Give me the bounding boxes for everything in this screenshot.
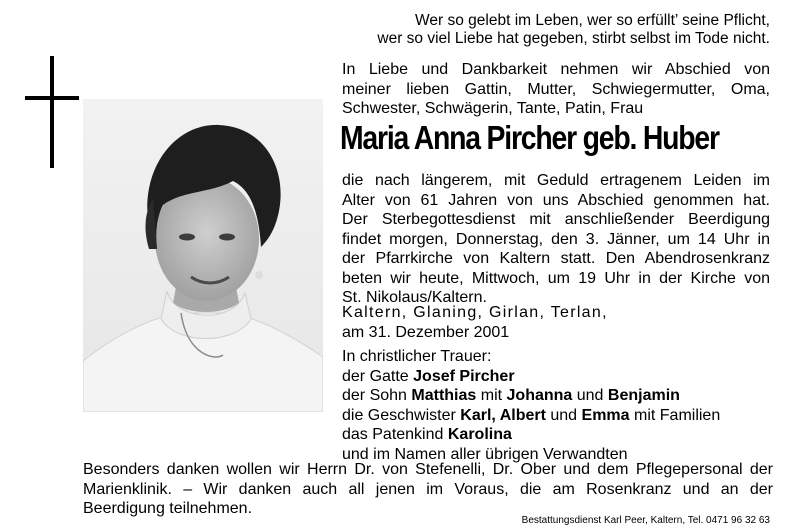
mourner-husband: der Gatte Josef Pircher — [342, 367, 515, 385]
announcement-line: der Pfarrkirche von Kaltern statt. Den Abendrosenkranz — [342, 250, 770, 267]
announcement-line: St. Nikolaus/Kaltern. — [342, 289, 487, 306]
place-towns: Kaltern, Glaning, Girlan, Terlan, — [342, 304, 608, 321]
notice-date: am 31. Dezember 2001 — [342, 323, 510, 341]
motto-verse — [360, 12, 770, 48]
mourner-godchild: das Patenkind Karolina — [342, 426, 512, 443]
announcement-line: beten wir heute, Mittwoch, um 19 Uhr in der Kirche von — [342, 269, 770, 287]
place-and-date — [342, 303, 770, 342]
thanks-line: Marienklinik. – Wir danken auch all jenen im Voraus, die am Rosenkranz und an der — [83, 480, 773, 498]
funeral-service-footer: Bestattungsdienst Karl Peer, Kaltern, Tel. 0471 96 32 63 — [521, 515, 770, 526]
portrait-photo — [83, 99, 323, 412]
intro-line: Schwester, Schwägerin, Tante, Patin, Frau — [342, 100, 644, 117]
mourner-siblings: die Geschwister Karl, Albert und Emma mit Familien — [342, 406, 721, 424]
intro-line: In Liebe und Dankbarkeit nehmen wir Abschied von — [342, 61, 770, 78]
intro-text — [342, 60, 770, 119]
mourners-heading: In christlicher Trauer: — [342, 348, 492, 365]
announcement-line: Der Sterbegottesdienst mit anschließender Beerdigung — [342, 211, 770, 228]
announcement-text — [342, 171, 770, 308]
thanks-text — [83, 460, 773, 519]
mourner-relatives: und im Namen aller übrigen Verwandten — [342, 445, 628, 463]
announcement-line: Alter von 61 Jahren von uns Abschied genommen hat. — [342, 191, 770, 209]
intro-line: meiner lieben Gattin, Mutter, Schwiegermutter, Oma, — [342, 80, 770, 98]
mourners-list — [342, 347, 770, 464]
motto-line: wer so viel Liebe hat gegeben, stirbt selbst im Tode nicht. — [377, 30, 770, 47]
announcement-line: die nach längerem, mit Geduld ertragenem Leiden im — [342, 172, 770, 189]
motto-line: Wer so gelebt im Leben, wer so erfüllt’ seine Pflicht, — [415, 12, 770, 29]
thanks-line: Beerdigung teilnehmen. — [83, 500, 253, 517]
announcement-line: findet morgen, Donnerstag, den 3. Jänner, um 14 Uhr in — [342, 230, 770, 248]
thanks-line: Besonders danken wollen wir Herrn Dr. von Stefenelli, Dr. Ober und dem Pflegepersonal der — [83, 461, 773, 478]
mourner-son: der Sohn Matthias mit Johanna und Benjamin — [342, 387, 680, 404]
deceased-name: Maria Anna Pircher geb. Huber — [340, 119, 719, 156]
